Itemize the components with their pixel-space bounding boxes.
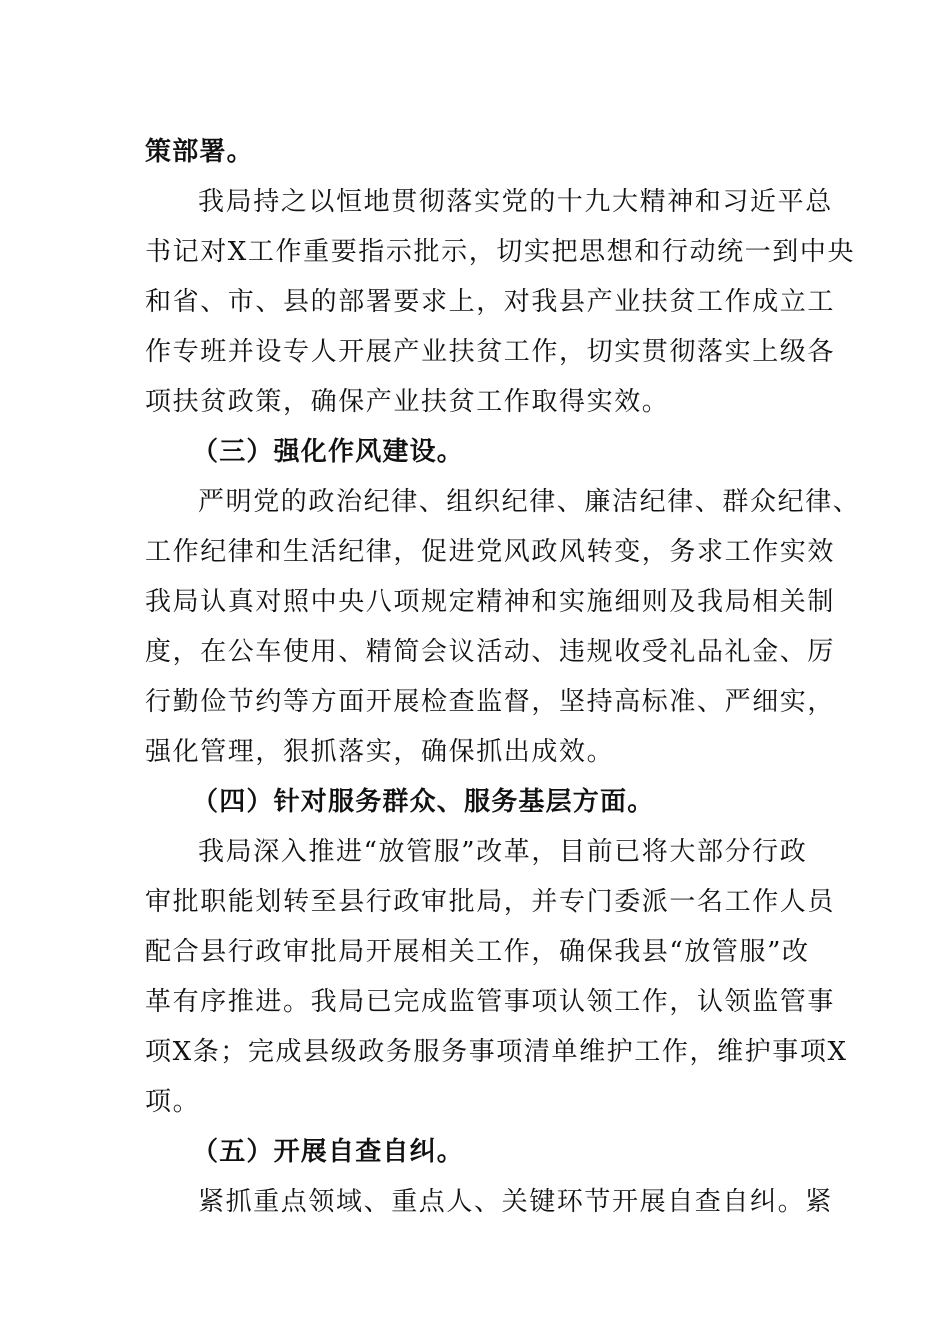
paragraph-line: 项扶贫政策，确保产业扶贫工作取得实效。 [145, 387, 670, 417]
paragraph-line: 革有序推进。我局已完成监管事项认领工作，认领监管事 [145, 987, 836, 1017]
paragraph-line: 审批职能划转至县行政审批局，并专门委派一名工作人员 [145, 887, 836, 917]
paragraph-line: 项X条；完成县级政务服务事项清单维护工作，维护事项X [145, 1037, 848, 1067]
section-heading-4: （四）针对服务群众、服务基层方面。 [192, 787, 655, 817]
paragraph-line: 我局深入推进“放管服”改革，目前已将大部分行政 [198, 837, 808, 867]
paragraph-line: 工作纪律和生活纪律，促进党风政风转变，务求工作实效 [145, 537, 836, 567]
paragraph-line: 配合县行政审批局开展相关工作，确保我县“放管服”改 [145, 937, 810, 967]
paragraph-line: 我局持之以恒地贯彻落实党的十九大精神和习近平总 [198, 187, 833, 217]
paragraph-line: 紧抓重点领域、重点人、关键环节开展自查自纠。紧 [198, 1187, 833, 1217]
paragraph-line: 作专班并设专人开展产业扶贫工作，切实贯彻落实上级各 [145, 337, 836, 367]
paragraph-line: 我局认真对照中央八项规定精神和实施细则及我局相关制 [145, 587, 836, 617]
section-heading-5: （五）开展自查自纠。 [192, 1137, 465, 1167]
paragraph-tail-bold: 策部署。 [145, 137, 254, 167]
paragraph-line: 行勤俭节约等方面开展检查监督，坚持高标准、严细实， [145, 687, 836, 717]
paragraph-line: 和省、市、县的部署要求上，对我县产业扶贫工作成立工 [145, 287, 836, 317]
paragraph-line: 强化管理，狠抓落实，确保抓出成效。 [145, 737, 615, 767]
paragraph-line: 书记对X工作重要指示批示，切实把思想和行动统一到中央 [145, 237, 856, 267]
section-heading-3: （三）强化作风建设。 [192, 437, 465, 467]
paragraph-line: 度，在公车使用、精简会议活动、违规收受礼品礼金、厉 [145, 637, 836, 667]
paragraph-line: 严明党的政治纪律、组织纪律、廉洁纪律、群众纪律、 [198, 487, 861, 517]
paragraph-line: 项。 [145, 1087, 201, 1117]
